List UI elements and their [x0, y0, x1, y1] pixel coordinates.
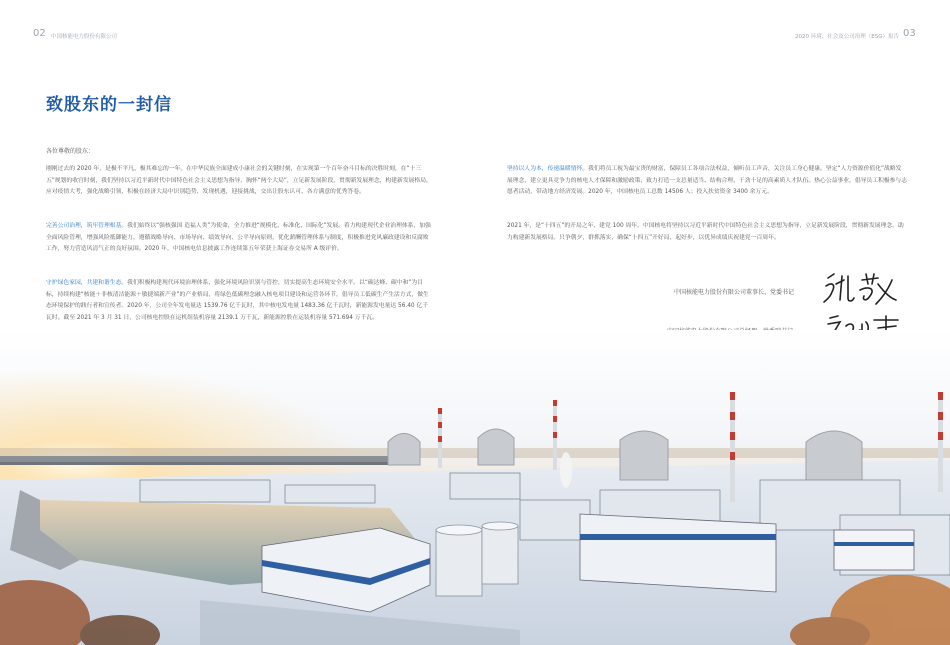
left-page-number: 02 — [33, 28, 46, 39]
company-header: 中国核能电力股份有限公司 — [51, 34, 118, 40]
paragraph-3-highlight: 守护绿色家园，共建和谐生态。 — [46, 280, 128, 286]
paragraph-2-highlight: 完善公司治理，筑牢管理根基。 — [46, 223, 128, 229]
greeting: 各位尊敬的股东： — [46, 148, 95, 155]
paragraph-5: 2021 年，是“十四五”的开局之年、建党 100 周年。中国核电将坚持以习近平新时代中国特色社会主义思想为指导，立足新发展阶段，贯彻新发展理念，助力构建新发展格局。只争朝夕，群抓落实，确保“十四五”开好局、起好步，以优异成绩庆祝建党一百周年。 — [507, 223, 904, 241]
chairman-signature-image — [822, 270, 902, 308]
signature-title-chairman: 中国核能电力股份有限公司董事长、党委书记 — [674, 289, 795, 296]
paragraph-3: 守护绿色家园，共建和谐生态。我们积极构建现代环境治理体系，强化环境风险识别与管控，切实提高生态环境安全水平。以“碳达峰、碳中和”为目标，持续构建“核能＋非核清洁能源＋敏捷端新产业”的产业格局，将绿色低碳理念融入核电项目建设和运营各环节，倡导员工低碳生产生活方式，做生态环境保护的践行者和宣传者。2020 年，公司全年发电量达 1539.76 亿千瓦时，其中核电发电量 1483.36 亿千瓦时，新能源发电量达 56.40 亿千瓦时。截至 2021 年 3 月 31 日，公司核电控股在运机组装机容量 2139.1 万千瓦，新能源控股在运装机容量 571.694 万千瓦。 — [46, 280, 429, 321]
paragraph-4: 坚持以人为本，传递温暖情怀。我们将员工视为最宝贵的财富，保障员工各项合法权益，倾听员工声音，关注员工身心健康。坚定“人力资源价值化”战略发展理念，建立更具竞争力的核电人才保障和激励政策，致力打造一支总量适当、结构合理、干劲十足的高素质人才队伍。热心公益事业，倡导员工积极参与志愿者活动，带动地方经济发展。2020 年，中国核电员工总数 14506 人；投入扶贫资金 3400 余万元。 — [507, 166, 907, 196]
paragraph-1: 刚刚过去的 2020 年，是极不平凡、极其难忘的一年。在中华民族全面建成小康社会的关键时刻，在实现第一个百年奋斗目标的决胜时刻，在“十三五”规划的收官时刻，我们坚持以习近平新时代中国特色社会主义思想为指导，胸怀“两个大局”，立足新发展阶段，贯彻新发展理念，构建新发展格局，应对疫情大考，强化战略引领，积极在经济大局中识别趋势，发现机遇，迎接挑战，交出让股东认可、各方满意的优秀答卷。 — [46, 166, 432, 196]
page-title: 致股东的一封信 — [46, 95, 172, 115]
nuclear-plant-photo — [0, 330, 950, 645]
paragraph-2: 完善公司治理，筑牢管理根基。我们始终以“强核强国 造福人类”为使命，全力推进“规模化、标准化、国际化”发展。着力构建现代企业治理体系，加强全面风险管理，增强风险抵御能力，遵循战略导向、市场导向、绩效导向、公平导向原则，优化薪酬管理体系与制度，积极推进党风廉政建设和反腐败工作，努力营造风清气正的良好氛围。2020 年，中国核电信息披露工作连续第五年荣获上海证券交易所 A 级评价。 — [46, 223, 431, 253]
report-header: 2020 环境、社会及公司治理（ESG）报告 — [795, 34, 899, 40]
right-page-number: 03 — [903, 28, 916, 39]
paragraph-4-highlight: 坚持以人为本，传递温暖情怀。 — [507, 166, 589, 172]
